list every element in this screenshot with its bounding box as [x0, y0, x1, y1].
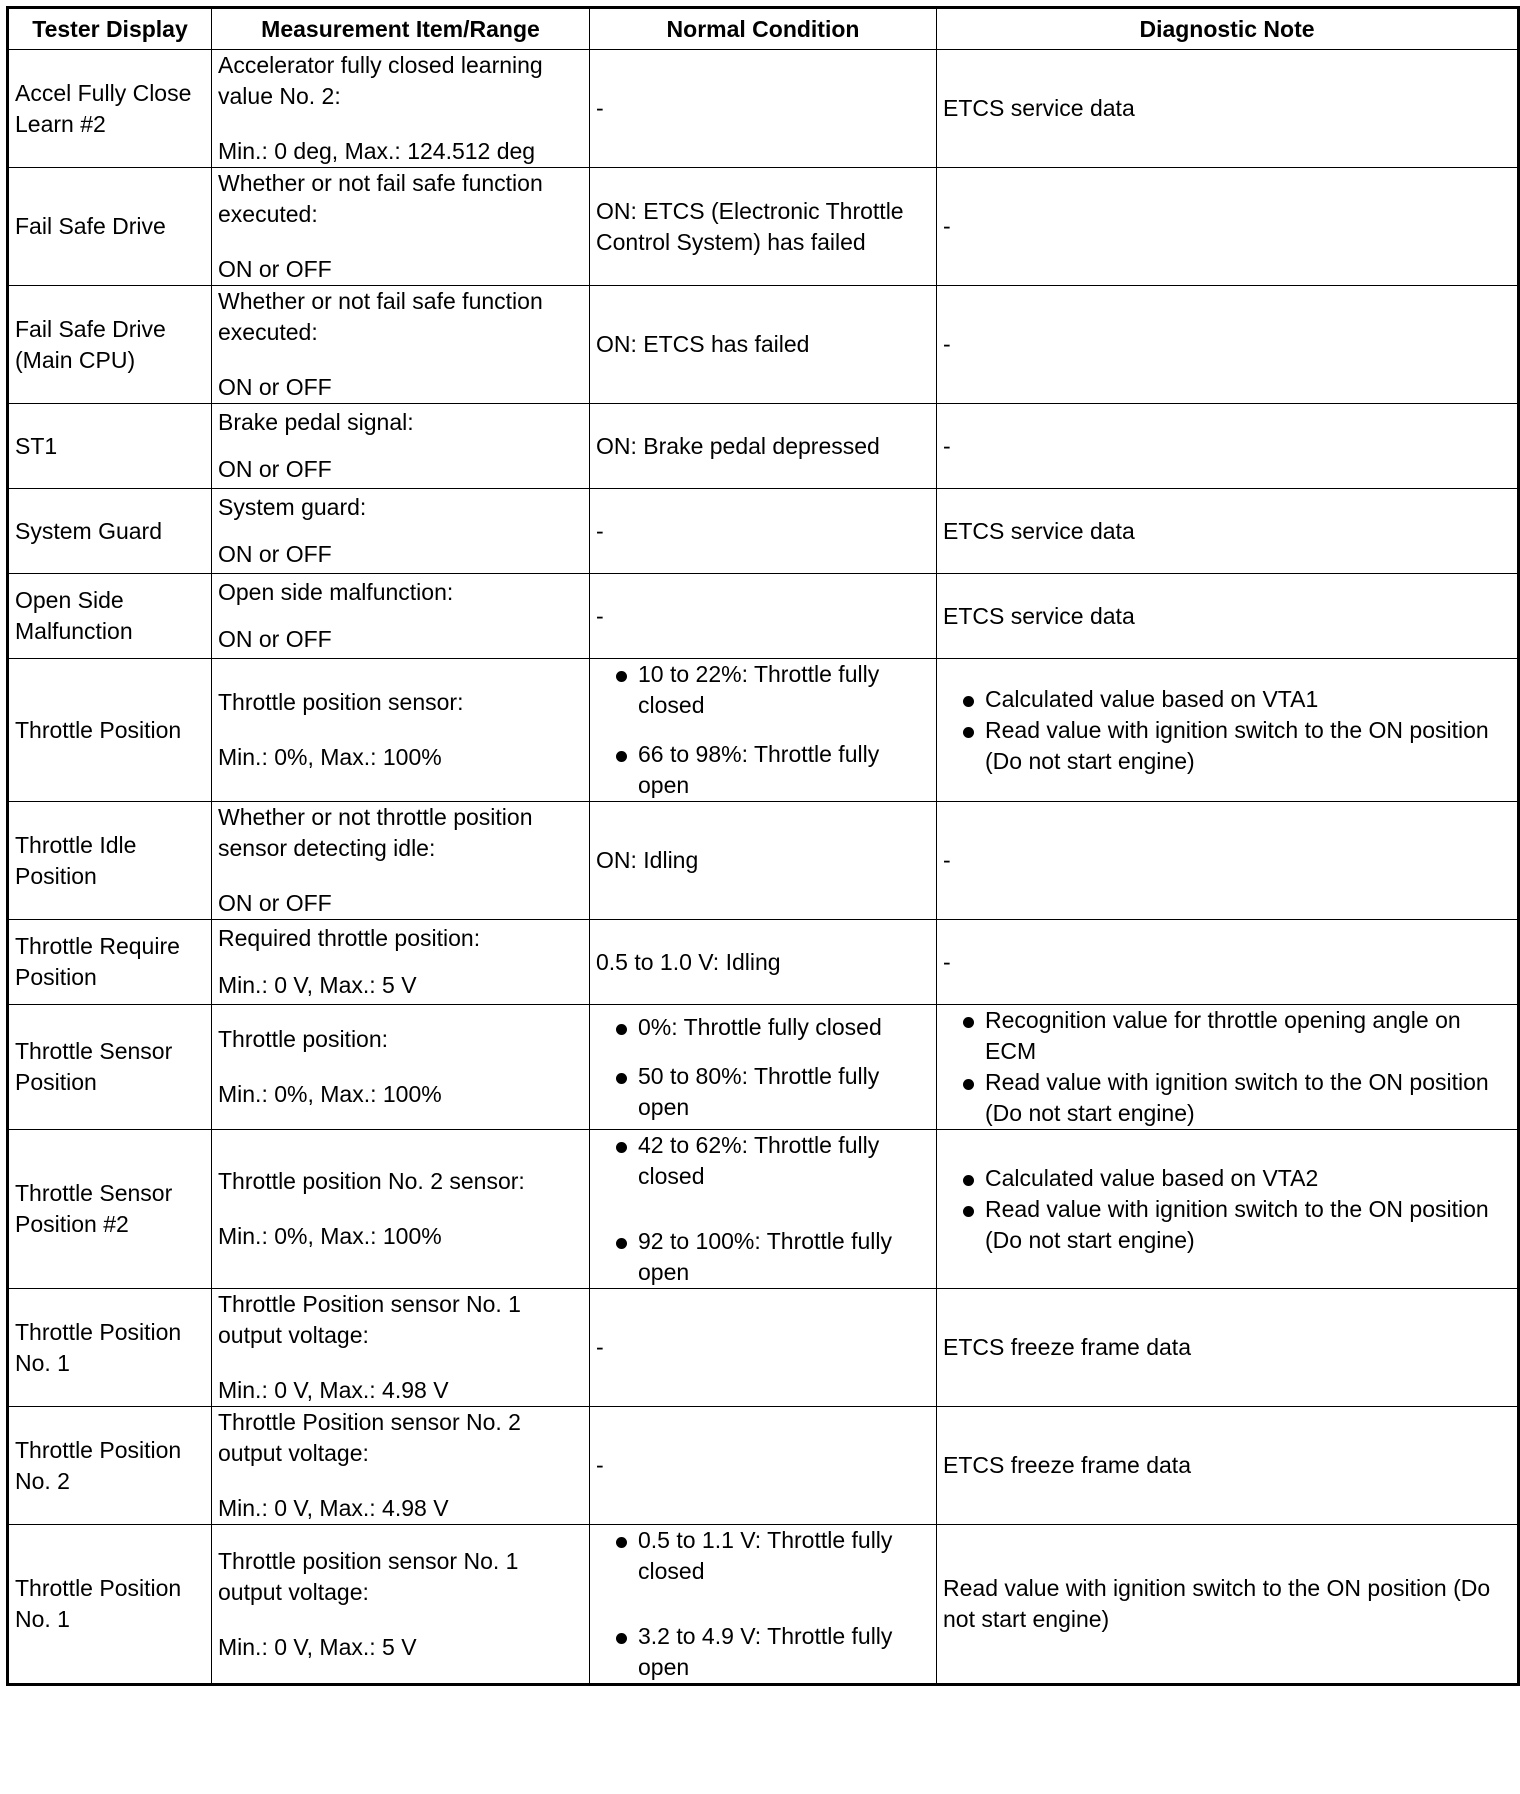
table-row: [8, 286, 1519, 404]
tester-display-cell: Open Side Malfunction: [8, 574, 212, 659]
diagnostic-note-list: [943, 684, 1511, 777]
table-row: [8, 1289, 1519, 1407]
diagnostic-note-cell: ETCS freeze frame data: [937, 1289, 1519, 1407]
header-tester-display: Tester Display: [8, 8, 212, 50]
normal-condition-list: [596, 1525, 930, 1683]
measurement-range: Min.: 0 V, Max.: 4.98 V: [218, 1495, 449, 1521]
normal-condition-cell: [590, 659, 937, 802]
list-item: Read value with ignition switch to the ON position (Do not start engine): [943, 715, 1511, 777]
data-list-table: [6, 6, 1520, 1686]
measurement-cell: [212, 1005, 590, 1130]
header-row: [8, 8, 1519, 50]
measurement-cell: [212, 1289, 590, 1407]
list-item: 50 to 80%: Throttle fully open: [596, 1061, 930, 1123]
table-row: [8, 659, 1519, 802]
diagnostic-note-cell: -: [937, 404, 1519, 489]
measurement-range: Min.: 0%, Max.: 100%: [218, 1223, 442, 1249]
measurement-item: System guard:: [218, 494, 367, 520]
header-diagnostic-note: Diagnostic Note: [937, 8, 1519, 50]
normal-condition-cell: 0.5 to 1.0 V: Idling: [590, 920, 937, 1005]
measurement-cell: [212, 1525, 590, 1685]
measurement-cell: [212, 168, 590, 286]
measurement-cell: [212, 802, 590, 920]
measurement-item: Whether or not fail safe function executed:: [218, 288, 543, 345]
measurement-item: Throttle position sensor No. 1 output voltage:: [218, 1547, 519, 1605]
tester-display-cell: Throttle Position No. 1: [8, 1525, 212, 1685]
measurement-cell: [212, 1407, 590, 1525]
measurement-range: ON or OFF: [218, 626, 332, 652]
measurement-range: Min.: 0 deg, Max.: 124.512 deg: [218, 138, 536, 164]
tester-display-cell: Throttle Position: [8, 659, 212, 802]
normal-condition-list: [596, 1012, 930, 1123]
list-item: Calculated value based on VTA1: [943, 684, 1511, 715]
normal-condition-cell: [590, 1525, 937, 1685]
measurement-item: Required throttle position:: [218, 925, 481, 951]
document: [6, 6, 1514, 1686]
normal-condition-cell: -: [590, 489, 937, 574]
measurement-cell: [212, 920, 590, 1005]
tester-display-cell: Throttle Position No. 2: [8, 1407, 212, 1525]
tester-display-cell: System Guard: [8, 489, 212, 574]
tester-display-cell: Throttle Sensor Position: [8, 1005, 212, 1130]
list-item: 3.2 to 4.9 V: Throttle fully open: [596, 1621, 930, 1683]
normal-condition-cell: ON: Brake pedal depressed: [590, 404, 937, 489]
table-row: [8, 1130, 1519, 1289]
list-item: 10 to 22%: Throttle fully closed: [596, 659, 930, 721]
diagnostic-note-cell: Read value with ignition switch to the ON position (Do not start engine): [937, 1525, 1519, 1685]
normal-condition-cell: [590, 1005, 937, 1130]
normal-condition-cell: -: [590, 1289, 937, 1407]
table-row: [8, 50, 1519, 168]
measurement-item: Accelerator fully closed learning value No. 2:: [218, 52, 543, 109]
tester-display-cell: ST1: [8, 404, 212, 489]
table-row: [8, 489, 1519, 574]
list-item: Calculated value based on VTA2: [943, 1163, 1511, 1194]
measurement-cell: [212, 404, 590, 489]
measurement-item: Throttle position:: [218, 1026, 389, 1052]
measurement-item: Whether or not fail safe function executed:: [218, 170, 543, 227]
tester-display-cell: Fail Safe Drive (Main CPU): [8, 286, 212, 404]
diagnostic-note-cell: -: [937, 802, 1519, 920]
table-row: [8, 404, 1519, 489]
measurement-item: Whether or not throttle position sensor detecting idle:: [218, 804, 533, 861]
diagnostic-note-cell: [937, 1130, 1519, 1289]
list-item: 92 to 100%: Throttle fully open: [596, 1226, 930, 1288]
normal-condition-cell: ON: ETCS (Electronic Throttle Control System) has failed: [590, 168, 937, 286]
tester-display-cell: Throttle Sensor Position #2: [8, 1130, 212, 1289]
measurement-range: Min.: 0%, Max.: 100%: [218, 744, 442, 770]
tester-display-cell: Throttle Position No. 1: [8, 1289, 212, 1407]
tester-display-cell: Throttle Idle Position: [8, 802, 212, 920]
header-normal-condition: Normal Condition: [590, 8, 937, 50]
measurement-item: Throttle Position sensor No. 2 output voltage:: [218, 1409, 521, 1466]
header-measurement-item: Measurement Item/Range: [212, 8, 590, 50]
tester-display-cell: Throttle Require Position: [8, 920, 212, 1005]
diagnostic-note-list: [943, 1005, 1511, 1129]
measurement-range: Min.: 0 V, Max.: 5 V: [218, 972, 417, 998]
list-item: 0.5 to 1.1 V: Throttle fully closed: [596, 1525, 930, 1587]
normal-condition-cell: -: [590, 574, 937, 659]
diagnostic-note-cell: ETCS service data: [937, 574, 1519, 659]
diagnostic-note-cell: -: [937, 168, 1519, 286]
normal-condition-cell: -: [590, 1407, 937, 1525]
table-row: [8, 574, 1519, 659]
measurement-range: Min.: 0 V, Max.: 4.98 V: [218, 1377, 449, 1403]
measurement-cell: [212, 574, 590, 659]
measurement-cell: [212, 286, 590, 404]
table-row: [8, 168, 1519, 286]
list-item: Read value with ignition switch to the ON position (Do not start engine): [943, 1067, 1511, 1129]
diagnostic-note-cell: -: [937, 920, 1519, 1005]
normal-condition-list: [596, 659, 930, 801]
diagnostic-note-cell: [937, 1005, 1519, 1130]
measurement-cell: [212, 659, 590, 802]
diagnostic-note-list: [943, 1163, 1511, 1256]
measurement-range: ON or OFF: [218, 541, 332, 567]
measurement-range: ON or OFF: [218, 456, 332, 482]
diagnostic-note-cell: ETCS service data: [937, 489, 1519, 574]
tester-display-cell: Accel Fully Close Learn #2: [8, 50, 212, 168]
list-item: Recognition value for throttle opening angle on ECM: [943, 1005, 1511, 1067]
measurement-range: ON or OFF: [218, 256, 332, 282]
measurement-range: Min.: 0%, Max.: 100%: [218, 1081, 442, 1107]
measurement-item: Brake pedal signal:: [218, 409, 414, 435]
measurement-range: ON or OFF: [218, 374, 332, 400]
list-item: Read value with ignition switch to the ON position (Do not start engine): [943, 1194, 1511, 1256]
normal-condition-list: [596, 1130, 930, 1288]
measurement-range: Min.: 0 V, Max.: 5 V: [218, 1633, 417, 1660]
list-item: 66 to 98%: Throttle fully open: [596, 739, 930, 801]
diagnostic-note-cell: [937, 659, 1519, 802]
table-row: [8, 1005, 1519, 1130]
list-item: 0%: Throttle fully closed: [596, 1012, 930, 1043]
table-row: [8, 1407, 1519, 1525]
list-item: 42 to 62%: Throttle fully closed: [596, 1130, 930, 1192]
diagnostic-note-cell: -: [937, 286, 1519, 404]
normal-condition-cell: [590, 1130, 937, 1289]
normal-condition-cell: ON: Idling: [590, 802, 937, 920]
table-row: [8, 802, 1519, 920]
measurement-item: Throttle position No. 2 sensor:: [218, 1168, 525, 1194]
measurement-item: Throttle position sensor:: [218, 689, 464, 715]
measurement-cell: [212, 1130, 590, 1289]
diagnostic-note-cell: ETCS service data: [937, 50, 1519, 168]
measurement-item: Open side malfunction:: [218, 579, 454, 605]
table-row: [8, 920, 1519, 1005]
normal-condition-cell: -: [590, 50, 937, 168]
measurement-cell: [212, 489, 590, 574]
diagnostic-note-cell: ETCS freeze frame data: [937, 1407, 1519, 1525]
measurement-range: ON or OFF: [218, 890, 332, 916]
tester-display-cell: Fail Safe Drive: [8, 168, 212, 286]
normal-condition-cell: ON: ETCS has failed: [590, 286, 937, 404]
table-row: [8, 1525, 1519, 1685]
measurement-cell: [212, 50, 590, 168]
measurement-item: Throttle Position sensor No. 1 output voltage:: [218, 1291, 521, 1348]
